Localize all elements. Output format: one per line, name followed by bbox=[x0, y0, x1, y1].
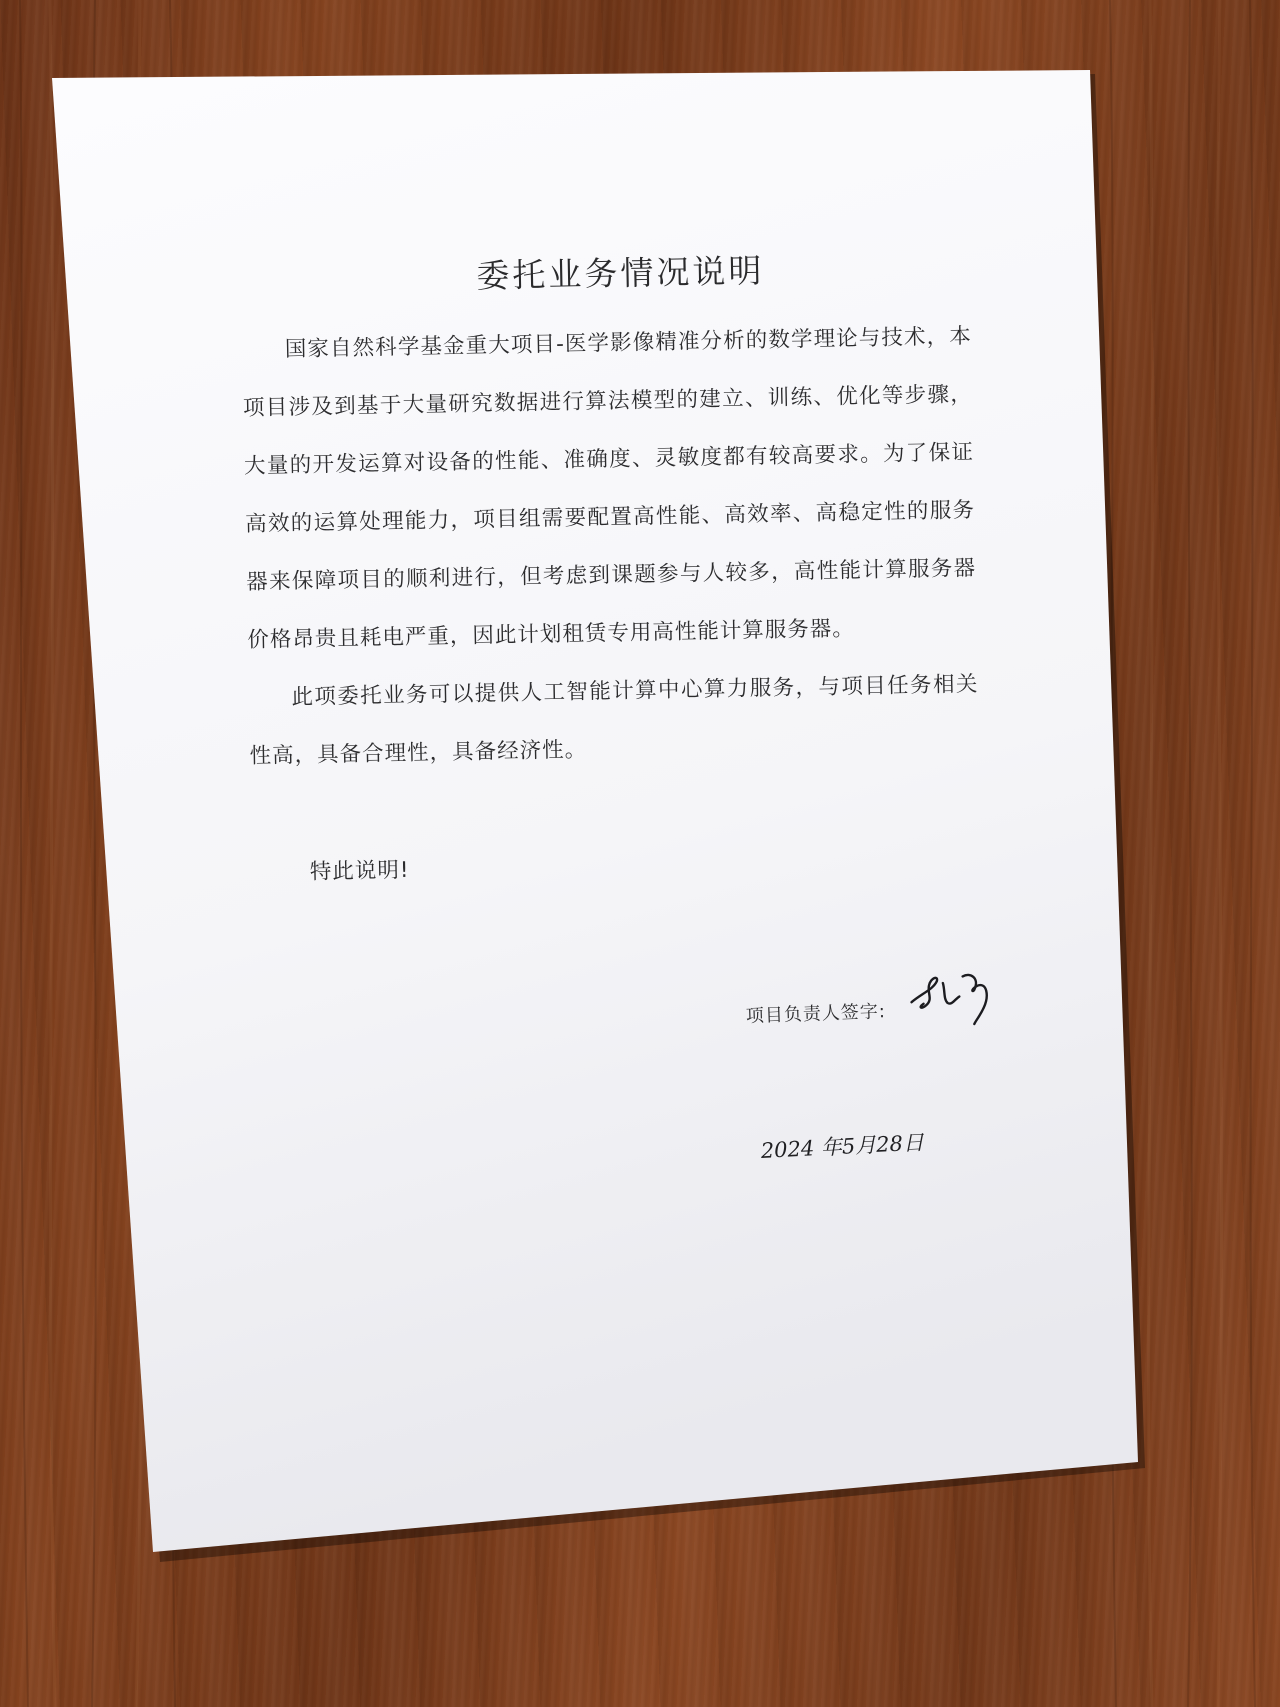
handwritten-signature-icon bbox=[902, 961, 1004, 1034]
document-title: 委托业务情况说明 bbox=[476, 250, 765, 296]
closing-statement: 特此说明! bbox=[309, 857, 410, 885]
paragraph-2: 此项委托业务可以提供人工智能计算中心算力服务，与项目任务相关性高，具备合理性，具备经济性。 bbox=[249, 671, 979, 769]
paragraph-1: 国家自然科学基金重大项目-医学影像精准分析的数学理论与技术，本项目涉及到基于大量研究数据进行算法模型的建立、训练、优化等步骤，大量的开发运算对设备的性能、准确度、灵敏度都有较高要求。为了保证高效的运算处理能力，项目组需要配置高性能、高效率、高稳定性的服务器来保障项目的顺利进行，但考虑到课题参与人较多，高性能计算服务器价格昂贵且耗电严重，因此计划租赁专用高性能计算服务器。 bbox=[242, 323, 977, 653]
handwritten-date: 2024 年5月28日 bbox=[760, 1130, 925, 1163]
signature-label: 项目负责人签字: bbox=[745, 1001, 887, 1027]
signature-block bbox=[745, 981, 1005, 1040]
document-body bbox=[240, 241, 982, 887]
